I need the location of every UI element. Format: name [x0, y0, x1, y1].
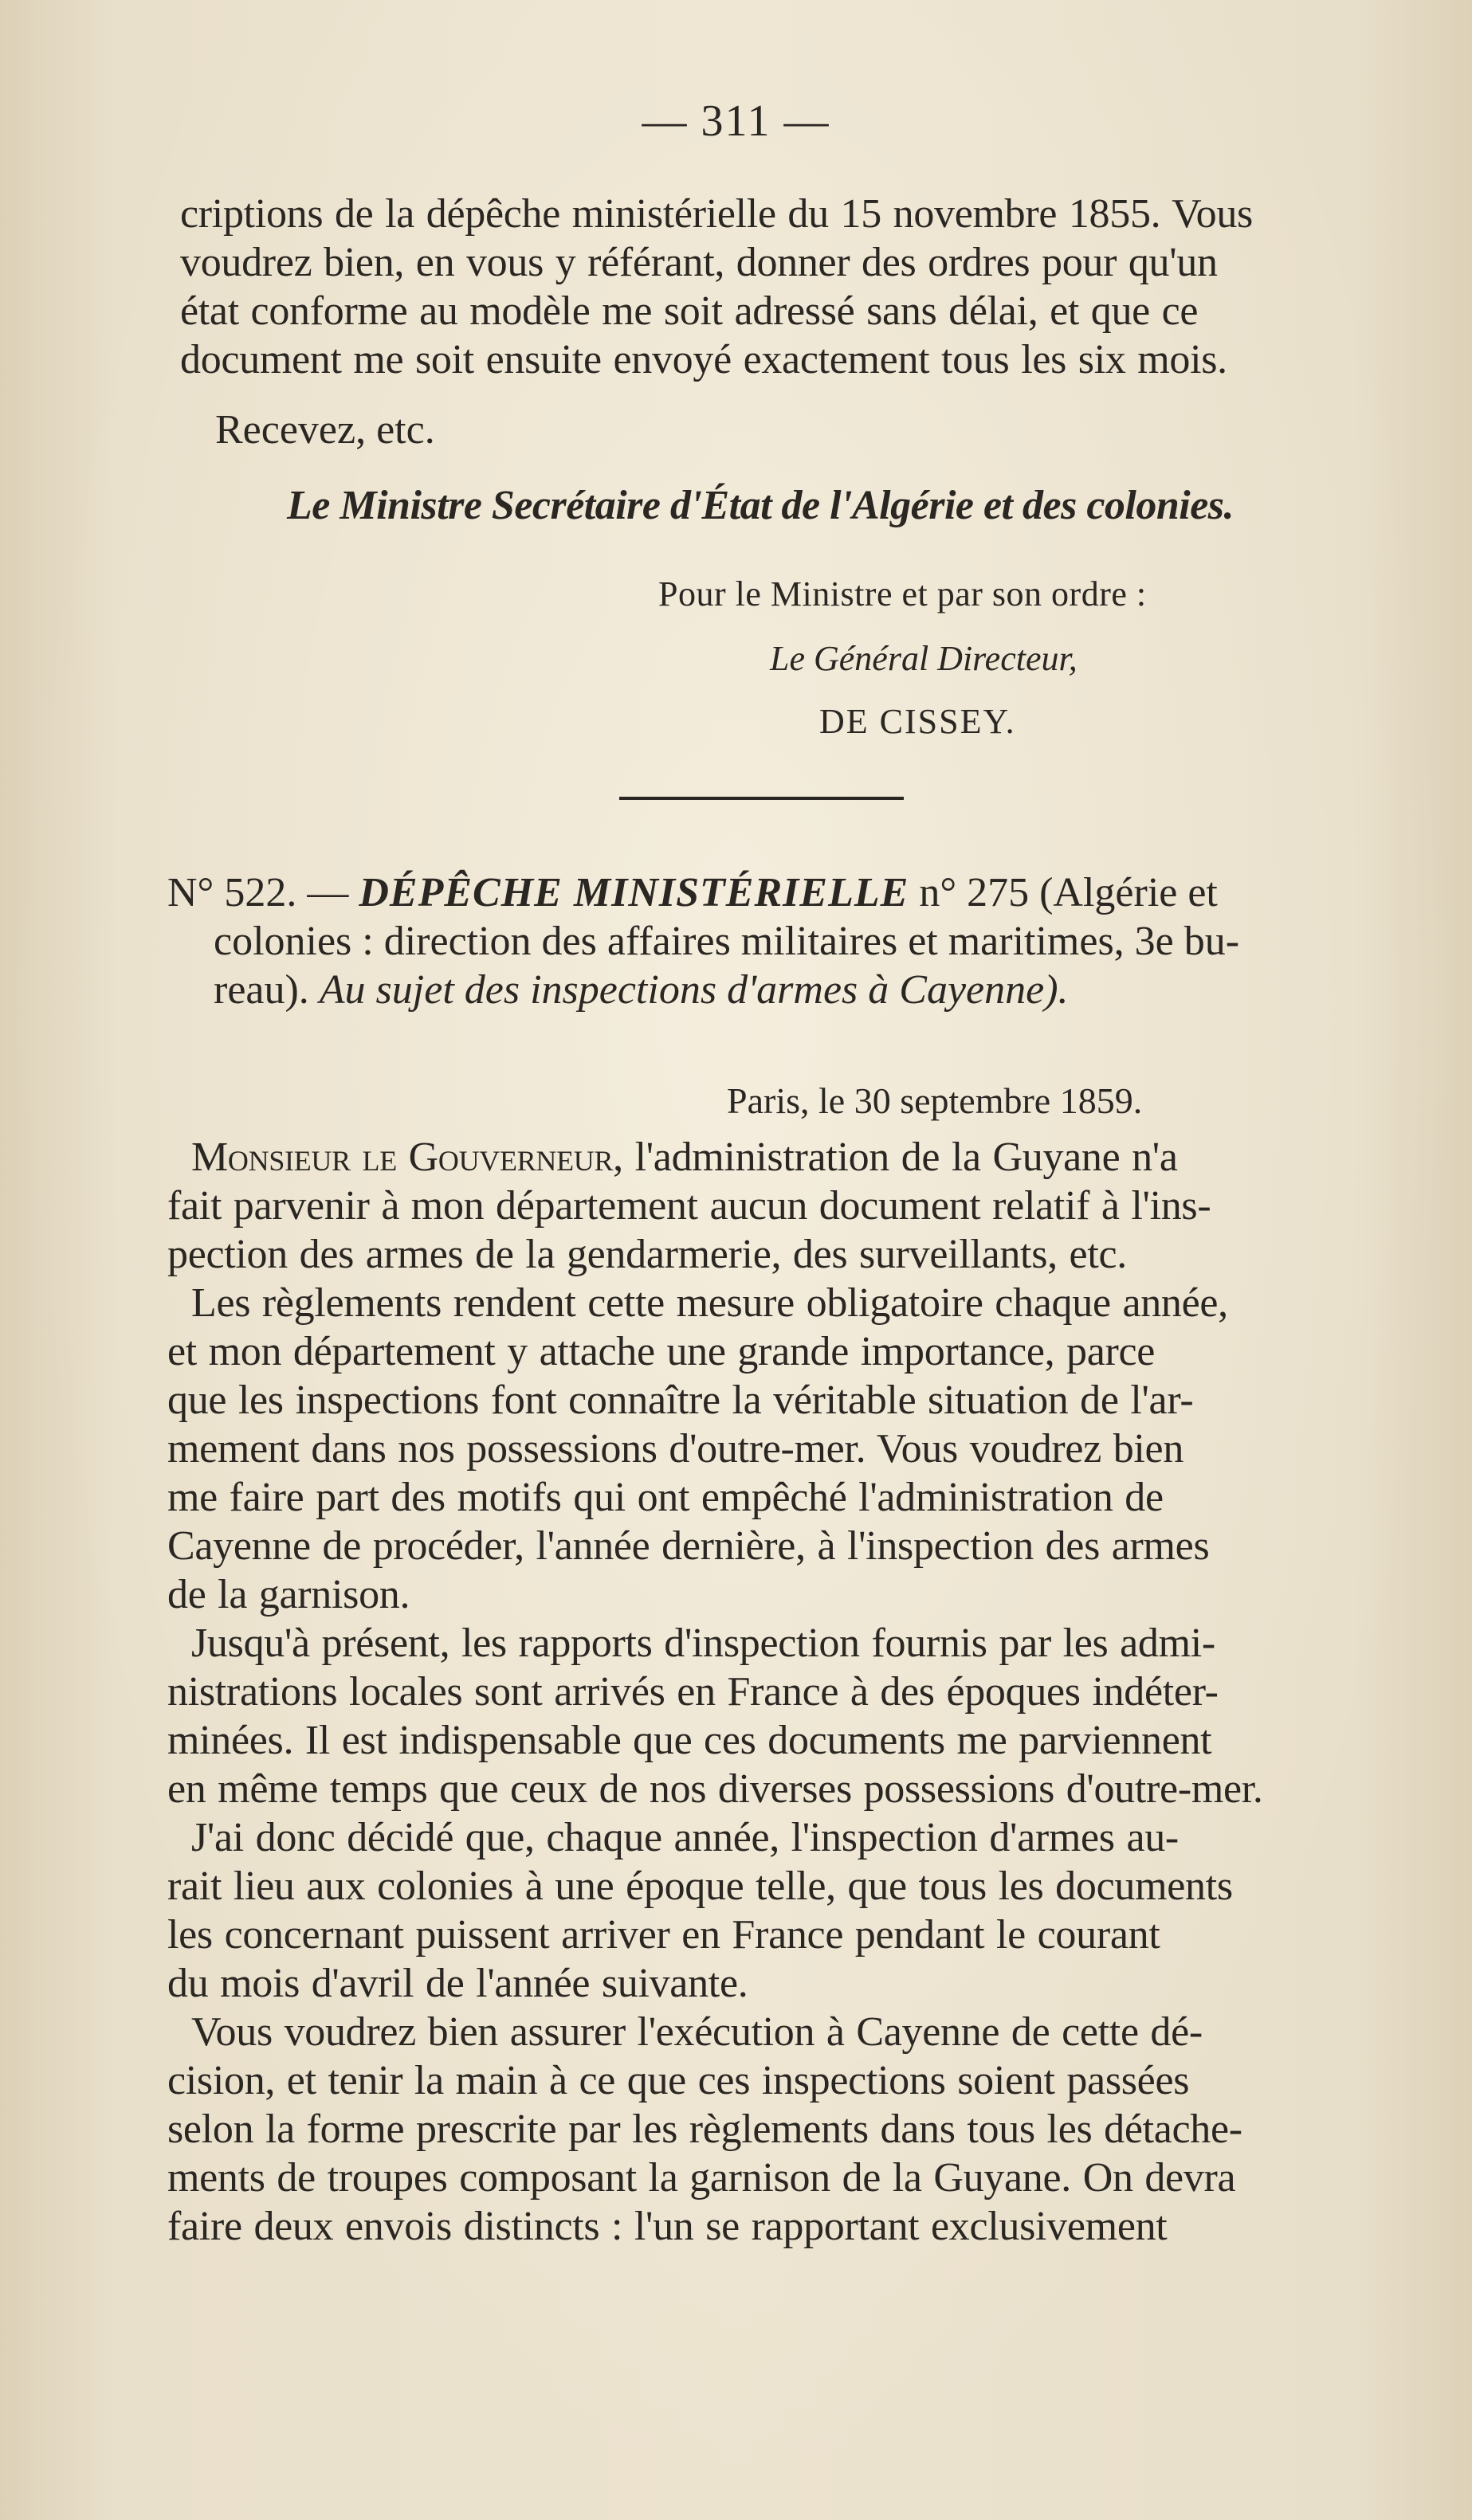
- address: Monsieur le Gouverneur,: [191, 1135, 623, 1180]
- text-line: et mon département y attache une grande importance, parce: [167, 1329, 1156, 1374]
- dateline: Paris, le 30 septembre 1859.: [727, 1080, 1143, 1121]
- text-line: J'ai donc décidé que, chaque année, l'inspection d'armes au-: [191, 1815, 1179, 1860]
- heading-line: [167, 868, 1367, 917]
- text-line: selon la forme prescrite par les règlements dans tous les détache-: [167, 2107, 1242, 2152]
- text-line: Jusqu'à présent, les rapports d'inspection fournis par les admi-: [191, 1621, 1215, 1666]
- text-line: en même temps que ceux de nos diverses possessions d'outre-mer.: [167, 1766, 1263, 1812]
- text-line: ments de troupes composant la garnison de la Guyane. On devra: [167, 2155, 1236, 2201]
- dispatch-number: N° 522. —: [167, 870, 349, 915]
- general-director: Le Général Directeur,: [770, 639, 1078, 678]
- text-line: fait parvenir à mon département aucun document relatif à l'ins-: [167, 1183, 1211, 1229]
- text-line: minées. Il est indispensable que ces documents me parviennent: [167, 1718, 1212, 1763]
- text-line: Cayenne de procéder, l'année dernière, à l'inspection des armes: [167, 1523, 1210, 1569]
- text-line: criptions de la dépêche ministérielle du 15 novembre 1855. Vous: [180, 191, 1253, 237]
- text-line: voudrez bien, en vous y référant, donner des ordres pour qu'un: [180, 240, 1218, 285]
- on-behalf-line: Pour le Ministre et par son ordre :: [658, 574, 1147, 613]
- text-line: me faire part des motifs qui ont empêché l'administration de: [167, 1475, 1164, 1520]
- text-fragment: l'administration de la Guyane n'a: [634, 1135, 1178, 1180]
- heading-fragment: reau).: [214, 967, 309, 1013]
- heading-line: colonies : direction des affaires militaires et maritimes, 3e bu-: [214, 919, 1240, 964]
- heading-line: [167, 966, 1367, 1014]
- text-line: cision, et tenir la main à ce que ces inspections soient passées: [167, 2058, 1190, 2103]
- minister-signature: Le Ministre Secrétaire d'État de l'Algérie et des colonies.: [287, 483, 1235, 528]
- intro-paragraph: [180, 190, 1380, 384]
- page-number: — 311 —: [642, 96, 830, 146]
- text-line: faire deux envois distincts : l'un se rapportant exclusivement: [167, 2204, 1168, 2249]
- text-line: Les règlements rendent cette mesure obligatoire chaque année,: [191, 1280, 1228, 1326]
- text-line: Vous voudrez bien assurer l'exécution à Cayenne de cette dé-: [191, 2009, 1203, 2055]
- dispatch-ref: n° 275 (Algérie et: [919, 870, 1218, 915]
- text-line: du mois d'avril de l'année suivante.: [167, 1961, 748, 2006]
- text-line: mement dans nos possessions d'outre-mer. Vous voudrez bien: [167, 1426, 1184, 1472]
- text-line: pection des armes de la gendarmerie, des surveillants, etc.: [167, 1232, 1127, 1277]
- text-line: état conforme au modèle me soit adressé sans délai, et que ce: [180, 288, 1199, 334]
- dispatch-heading: [167, 868, 1367, 1014]
- dispatch-subject: Au sujet des inspections d'armes à Cayenne).: [319, 967, 1069, 1013]
- text-line: de la garnison.: [167, 1572, 410, 1617]
- dispatch-title: DÉPÊCHE MINISTÉRIELLE: [359, 870, 909, 915]
- salutation: Recevez, etc.: [215, 407, 435, 453]
- body-text: [167, 1133, 1367, 2251]
- text-line: [167, 1133, 1367, 1182]
- section-divider: [619, 797, 904, 800]
- text-line: que les inspections font connaître la véritable situation de l'ar-: [167, 1378, 1194, 1423]
- text-line: rait lieu aux colonies à une époque telle, que tous les documents: [167, 1864, 1233, 1909]
- signatory-name: DE CISSEY.: [819, 702, 1016, 741]
- text-line: nistrations locales sont arrivés en France à des époques indéter-: [167, 1669, 1219, 1715]
- text-line: les concernant puissent arriver en France pendant le courant: [167, 1912, 1160, 1958]
- text-line: document me soit ensuite envoyé exactement tous les six mois.: [180, 337, 1227, 382]
